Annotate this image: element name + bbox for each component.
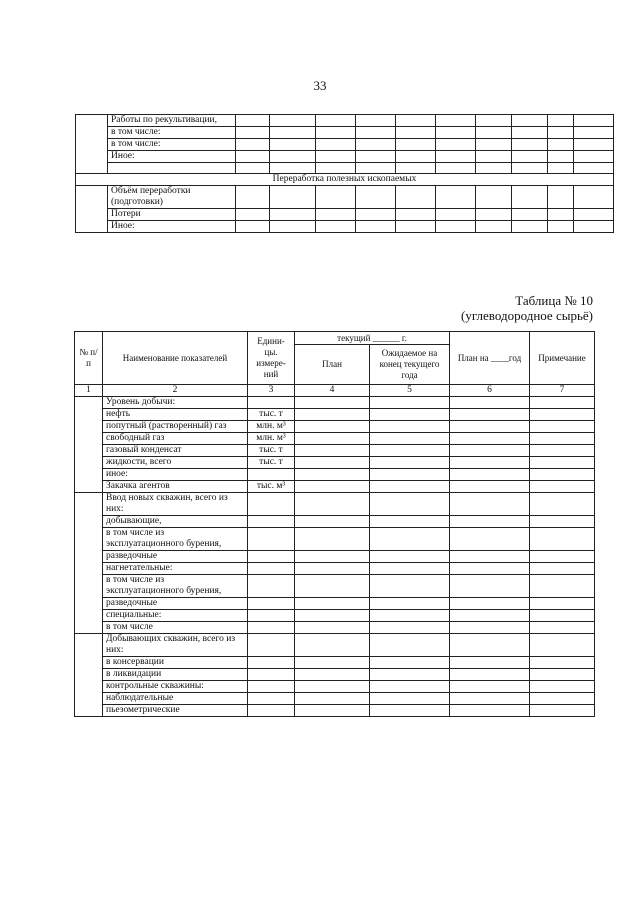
data-cell bbox=[396, 163, 436, 174]
data-cell bbox=[530, 397, 595, 409]
data-cell bbox=[476, 139, 512, 151]
data-cell bbox=[476, 127, 512, 139]
data-cell bbox=[356, 209, 396, 221]
unit-cell bbox=[248, 681, 295, 693]
unit-cell bbox=[248, 693, 295, 705]
data-cell bbox=[295, 409, 370, 421]
data-cell bbox=[370, 622, 450, 634]
data-cell bbox=[396, 221, 436, 233]
data-cell bbox=[295, 469, 370, 481]
data-cell bbox=[436, 163, 476, 174]
table-row bbox=[75, 409, 595, 421]
data-cell bbox=[270, 186, 316, 209]
unit-cell bbox=[248, 397, 295, 409]
table-row bbox=[76, 221, 614, 233]
data-cell bbox=[295, 445, 370, 457]
row-label: в том числе: bbox=[108, 139, 236, 151]
unit-cell: млн. м³ bbox=[248, 433, 295, 445]
indicator-label: Добывающих скважин, всего из них: bbox=[103, 634, 248, 657]
data-cell bbox=[450, 610, 530, 622]
row-label: в том числе: bbox=[108, 127, 236, 139]
data-cell bbox=[512, 209, 548, 221]
unit-cell bbox=[248, 669, 295, 681]
indicator-label: разведочные bbox=[103, 551, 248, 563]
indicator-label: свободный газ bbox=[103, 433, 248, 445]
table-row bbox=[75, 433, 595, 445]
data-cell bbox=[450, 445, 530, 457]
header-unit: Едини-цы. измере-ний bbox=[248, 332, 295, 385]
row-label bbox=[108, 163, 236, 174]
table-row bbox=[75, 598, 595, 610]
table-row bbox=[76, 151, 614, 163]
data-cell bbox=[236, 139, 270, 151]
data-cell bbox=[530, 528, 595, 551]
data-cell bbox=[236, 115, 270, 127]
table-row bbox=[75, 516, 595, 528]
indicator-label: разведочные bbox=[103, 598, 248, 610]
data-cell bbox=[450, 575, 530, 598]
unit-cell bbox=[248, 575, 295, 598]
row-number-cell bbox=[76, 115, 108, 174]
data-cell bbox=[295, 693, 370, 705]
data-cell bbox=[295, 657, 370, 669]
data-cell bbox=[370, 705, 450, 717]
data-cell bbox=[295, 610, 370, 622]
data-cell bbox=[396, 209, 436, 221]
data-cell bbox=[356, 139, 396, 151]
data-cell bbox=[450, 469, 530, 481]
data-cell bbox=[476, 163, 512, 174]
table-row bbox=[76, 163, 614, 174]
data-cell bbox=[512, 163, 548, 174]
data-cell bbox=[530, 622, 595, 634]
table-row bbox=[75, 481, 595, 493]
unit-cell bbox=[248, 528, 295, 551]
data-cell bbox=[370, 397, 450, 409]
data-cell bbox=[436, 127, 476, 139]
data-cell bbox=[396, 151, 436, 163]
data-cell bbox=[316, 186, 356, 209]
indicator-label: газовый конденсат bbox=[103, 445, 248, 457]
data-cell bbox=[548, 115, 574, 127]
data-cell bbox=[530, 445, 595, 457]
data-cell bbox=[450, 397, 530, 409]
data-cell bbox=[512, 139, 548, 151]
data-cell bbox=[370, 409, 450, 421]
data-cell bbox=[476, 221, 512, 233]
reclamation-table bbox=[75, 114, 614, 233]
row-label: Потери bbox=[108, 209, 236, 221]
indicator-label: нагнетательные: bbox=[103, 563, 248, 575]
data-cell bbox=[450, 516, 530, 528]
column-number: 7 bbox=[530, 385, 595, 397]
data-cell bbox=[574, 139, 614, 151]
indicator-label: специальные: bbox=[103, 610, 248, 622]
data-cell bbox=[530, 681, 595, 693]
data-cell bbox=[370, 575, 450, 598]
unit-cell: тыс. т bbox=[248, 409, 295, 421]
data-cell bbox=[530, 469, 595, 481]
data-cell bbox=[270, 151, 316, 163]
data-cell bbox=[295, 457, 370, 469]
data-cell bbox=[270, 163, 316, 174]
table-row bbox=[76, 209, 614, 221]
unit-cell bbox=[248, 563, 295, 575]
data-cell bbox=[476, 186, 512, 209]
row-number-cell bbox=[75, 493, 103, 634]
data-cell bbox=[530, 563, 595, 575]
unit-cell bbox=[248, 705, 295, 717]
data-cell bbox=[450, 481, 530, 493]
table-row bbox=[75, 681, 595, 693]
data-cell bbox=[436, 221, 476, 233]
row-label: Иное: bbox=[108, 221, 236, 233]
header-current: текущий ______ г. bbox=[295, 332, 450, 345]
data-cell bbox=[548, 221, 574, 233]
data-cell bbox=[236, 127, 270, 139]
unit-cell bbox=[248, 634, 295, 657]
data-cell bbox=[530, 634, 595, 657]
table-row bbox=[76, 115, 614, 127]
data-cell bbox=[574, 115, 614, 127]
data-cell bbox=[295, 634, 370, 657]
data-cell bbox=[530, 669, 595, 681]
data-cell bbox=[356, 163, 396, 174]
data-cell bbox=[370, 481, 450, 493]
unit-cell bbox=[248, 469, 295, 481]
row-label: Объём переработки (подготовки) bbox=[108, 186, 236, 209]
data-cell bbox=[316, 209, 356, 221]
table-row bbox=[75, 421, 595, 433]
data-cell bbox=[370, 634, 450, 657]
indicator-label: Ввод новых скважин, всего из них: bbox=[103, 493, 248, 516]
section-title: Переработка полезных ископаемых bbox=[76, 174, 614, 186]
table-row bbox=[75, 469, 595, 481]
indicator-label: попутный (растворенный) газ bbox=[103, 421, 248, 433]
data-cell bbox=[512, 186, 548, 209]
data-cell bbox=[450, 433, 530, 445]
hydrocarbon-table bbox=[74, 331, 595, 717]
indicator-label: добывающие, bbox=[103, 516, 248, 528]
data-cell bbox=[530, 693, 595, 705]
row-label: Иное: bbox=[108, 151, 236, 163]
data-cell bbox=[295, 493, 370, 516]
column-number: 3 bbox=[248, 385, 295, 397]
data-cell bbox=[270, 127, 316, 139]
indicator-label: Закачка агентов bbox=[103, 481, 248, 493]
data-cell bbox=[436, 151, 476, 163]
data-cell bbox=[295, 421, 370, 433]
data-cell bbox=[450, 693, 530, 705]
data-cell bbox=[270, 115, 316, 127]
data-cell bbox=[530, 421, 595, 433]
unit-cell bbox=[248, 657, 295, 669]
data-cell bbox=[396, 115, 436, 127]
data-cell bbox=[530, 433, 595, 445]
table-row bbox=[75, 693, 595, 705]
row-label: Работы по рекультивации, bbox=[108, 115, 236, 127]
data-cell bbox=[295, 516, 370, 528]
data-cell bbox=[370, 493, 450, 516]
unit-cell: тыс. м³ bbox=[248, 481, 295, 493]
row-number-cell bbox=[75, 397, 103, 493]
data-cell bbox=[450, 563, 530, 575]
data-cell bbox=[530, 481, 595, 493]
table-row bbox=[75, 669, 595, 681]
data-cell bbox=[295, 563, 370, 575]
unit-cell: млн. м³ bbox=[248, 421, 295, 433]
indicator-label: в консервации bbox=[103, 657, 248, 669]
data-cell bbox=[512, 151, 548, 163]
data-cell bbox=[295, 528, 370, 551]
indicator-label: нефть bbox=[103, 409, 248, 421]
unit-cell bbox=[248, 551, 295, 563]
data-cell bbox=[450, 669, 530, 681]
data-cell bbox=[370, 469, 450, 481]
header-num: № п/п bbox=[75, 332, 103, 385]
data-cell bbox=[295, 551, 370, 563]
table-subcaption: (углеводородное сырьё) bbox=[461, 308, 593, 323]
data-cell bbox=[548, 163, 574, 174]
indicator-label: иное: bbox=[103, 469, 248, 481]
data-cell bbox=[574, 186, 614, 209]
row-number-cell bbox=[75, 634, 103, 717]
data-cell bbox=[574, 221, 614, 233]
unit-cell: тыс. т bbox=[248, 445, 295, 457]
data-cell bbox=[370, 551, 450, 563]
data-cell bbox=[450, 457, 530, 469]
data-cell bbox=[530, 493, 595, 516]
data-cell bbox=[370, 457, 450, 469]
row-number-cell bbox=[76, 186, 108, 233]
table-row bbox=[75, 575, 595, 598]
table-row bbox=[75, 622, 595, 634]
data-cell bbox=[530, 598, 595, 610]
section-row bbox=[76, 174, 614, 186]
header-name: Наименование показателей bbox=[103, 332, 248, 385]
table-row bbox=[75, 610, 595, 622]
data-cell bbox=[436, 186, 476, 209]
table-row bbox=[75, 657, 595, 669]
table-row bbox=[76, 139, 614, 151]
data-cell bbox=[370, 516, 450, 528]
data-cell bbox=[370, 669, 450, 681]
data-cell bbox=[436, 139, 476, 151]
indicator-label: контрольные скважины: bbox=[103, 681, 248, 693]
unit-cell: тыс. т bbox=[248, 457, 295, 469]
table-row bbox=[75, 397, 595, 409]
unit-cell bbox=[248, 493, 295, 516]
data-cell bbox=[530, 575, 595, 598]
unit-cell bbox=[248, 598, 295, 610]
data-cell bbox=[270, 139, 316, 151]
indicator-label: в том числе из эксплуатационного бурения, bbox=[103, 528, 248, 551]
indicator-label: в ликвидации bbox=[103, 669, 248, 681]
data-cell bbox=[512, 221, 548, 233]
table-row bbox=[75, 457, 595, 469]
column-number: 1 bbox=[75, 385, 103, 397]
data-cell bbox=[295, 705, 370, 717]
data-cell bbox=[574, 209, 614, 221]
data-cell bbox=[316, 127, 356, 139]
data-cell bbox=[270, 209, 316, 221]
data-cell bbox=[370, 421, 450, 433]
data-cell bbox=[356, 115, 396, 127]
data-cell bbox=[548, 139, 574, 151]
data-cell bbox=[295, 622, 370, 634]
data-cell bbox=[530, 551, 595, 563]
data-cell bbox=[316, 151, 356, 163]
data-cell bbox=[295, 481, 370, 493]
data-cell bbox=[295, 433, 370, 445]
unit-cell bbox=[248, 622, 295, 634]
data-cell bbox=[370, 598, 450, 610]
data-cell bbox=[316, 163, 356, 174]
column-number: 4 bbox=[295, 385, 370, 397]
data-cell bbox=[450, 551, 530, 563]
data-cell bbox=[450, 681, 530, 693]
data-cell bbox=[512, 115, 548, 127]
data-cell bbox=[236, 221, 270, 233]
data-cell bbox=[476, 115, 512, 127]
indicator-label: в том числе bbox=[103, 622, 248, 634]
data-cell bbox=[356, 221, 396, 233]
data-cell bbox=[370, 563, 450, 575]
data-cell bbox=[316, 115, 356, 127]
data-cell bbox=[236, 209, 270, 221]
table-row bbox=[75, 634, 595, 657]
column-number: 6 bbox=[450, 385, 530, 397]
data-cell bbox=[356, 127, 396, 139]
data-cell bbox=[530, 457, 595, 469]
data-cell bbox=[370, 610, 450, 622]
data-cell bbox=[436, 209, 476, 221]
data-cell bbox=[450, 598, 530, 610]
data-cell bbox=[370, 693, 450, 705]
data-cell bbox=[450, 622, 530, 634]
header-expected: Ожидаемое на конец текущего года bbox=[370, 345, 450, 385]
indicator-label: пьезометрические bbox=[103, 705, 248, 717]
data-cell bbox=[236, 163, 270, 174]
table-row bbox=[75, 445, 595, 457]
header-note: Примечание bbox=[530, 332, 595, 385]
header-plan: План bbox=[295, 345, 370, 385]
data-cell bbox=[436, 115, 476, 127]
data-cell bbox=[370, 445, 450, 457]
data-cell bbox=[236, 186, 270, 209]
data-cell bbox=[548, 209, 574, 221]
table-caption: Таблица № 10 bbox=[515, 293, 593, 308]
data-cell bbox=[476, 209, 512, 221]
data-cell bbox=[295, 598, 370, 610]
indicator-label: жидкости, всего bbox=[103, 457, 248, 469]
data-cell bbox=[450, 421, 530, 433]
indicator-label: Уровень добычи: bbox=[103, 397, 248, 409]
unit-cell bbox=[248, 516, 295, 528]
data-cell bbox=[548, 186, 574, 209]
data-cell bbox=[450, 634, 530, 657]
table-row bbox=[76, 186, 614, 209]
data-cell bbox=[530, 705, 595, 717]
header-plan-year: План на ____год bbox=[450, 332, 530, 385]
data-cell bbox=[530, 516, 595, 528]
data-cell bbox=[356, 151, 396, 163]
data-cell bbox=[295, 681, 370, 693]
data-cell bbox=[295, 575, 370, 598]
unit-cell bbox=[248, 610, 295, 622]
table-row bbox=[75, 563, 595, 575]
data-cell bbox=[370, 681, 450, 693]
table-row bbox=[75, 528, 595, 551]
column-number: 5 bbox=[370, 385, 450, 397]
page-number: 33 bbox=[313, 78, 327, 93]
data-cell bbox=[530, 610, 595, 622]
data-cell bbox=[450, 528, 530, 551]
data-cell bbox=[548, 127, 574, 139]
data-cell bbox=[574, 127, 614, 139]
data-cell bbox=[316, 139, 356, 151]
data-cell bbox=[530, 409, 595, 421]
data-cell bbox=[370, 528, 450, 551]
data-cell bbox=[450, 657, 530, 669]
data-cell bbox=[370, 433, 450, 445]
data-cell bbox=[396, 127, 436, 139]
data-cell bbox=[316, 221, 356, 233]
data-cell bbox=[270, 221, 316, 233]
table-row bbox=[75, 705, 595, 717]
data-cell bbox=[396, 186, 436, 209]
data-cell bbox=[450, 493, 530, 516]
data-cell bbox=[396, 139, 436, 151]
indicator-label: в том числе из эксплуатационного бурения, bbox=[103, 575, 248, 598]
data-cell bbox=[548, 151, 574, 163]
data-cell bbox=[370, 657, 450, 669]
column-number: 2 bbox=[103, 385, 248, 397]
data-cell bbox=[295, 397, 370, 409]
table-row bbox=[75, 551, 595, 563]
data-cell bbox=[574, 163, 614, 174]
data-cell bbox=[530, 657, 595, 669]
data-cell bbox=[295, 669, 370, 681]
data-cell bbox=[476, 151, 512, 163]
table-row bbox=[76, 127, 614, 139]
table-row bbox=[75, 493, 595, 516]
data-cell bbox=[512, 127, 548, 139]
data-cell bbox=[236, 151, 270, 163]
indicator-label: наблюдательные bbox=[103, 693, 248, 705]
data-cell bbox=[450, 409, 530, 421]
data-cell bbox=[574, 151, 614, 163]
data-cell bbox=[356, 186, 396, 209]
data-cell bbox=[450, 705, 530, 717]
